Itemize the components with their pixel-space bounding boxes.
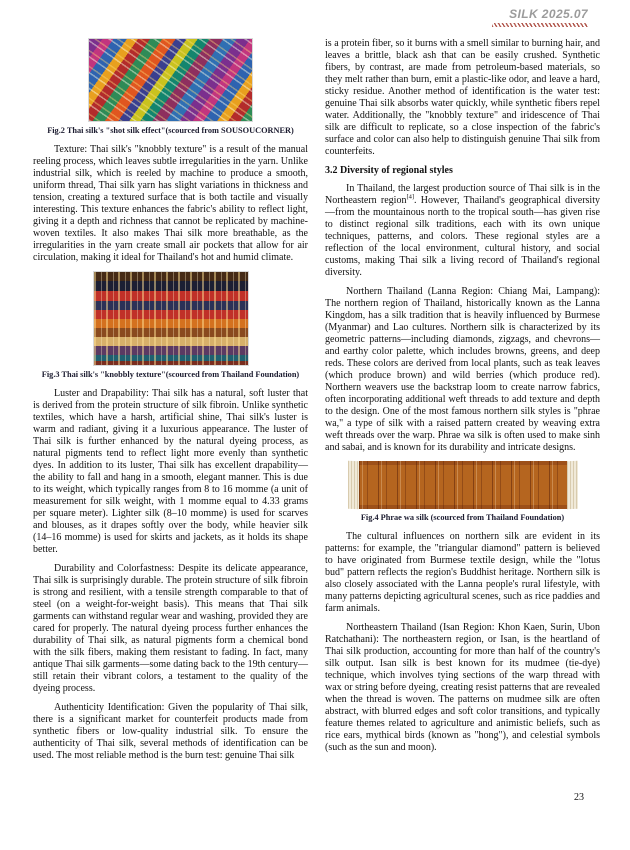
two-column-layout — [33, 38, 600, 769]
paragraph-texture: Texture: Thai silk's "knobbly texture" is a result of the manual reeling process, which leaves subtle irregularities in the yarn. Unlike industrial silk, which is reeled by machine to produce a smooth, uniform thread, Thai silk yarn has slight variations in thickness and tension, creating a textured surface that is both tactile and visually interesting. This texture enhances the fabric's ability to reflect light, giving it a depth and richness that cannot be replicated by machine-woven textiles. It also makes Thai silk more breathable, as the irregularities in the yarn create small air pockets that allow for air circulation, making it ideal for Thailand's hot and humid climate. — [33, 144, 308, 263]
figure-3 — [33, 271, 308, 380]
fig4-fringe-right — [567, 461, 578, 510]
citation-ref-4: [4] — [406, 193, 415, 201]
fig4-silk-body — [359, 461, 567, 509]
journal-title: SILK 2025.07 — [509, 7, 588, 21]
paragraph-cultural-influences: The cultural influences on northern silk are evident in its patterns: for example, the "triangular diamond" pattern is believed to have originated from Burmese textile design, while the "lotus bud" pattern reflects the region's Buddhist heritage. Northern silk is also closely associated with the Lanna people's rural lifestyle, with many patterns depicting agricultural scenes, such as rice paddies and farm animals. — [325, 531, 600, 614]
fig4-phrae-wa-silk-photo — [348, 461, 578, 509]
paragraph-authenticity: Authenticity Identification: Given the popularity of Thai silk, there is a significant market for counterfeit products made from synthetic fibers or low-quality industrial silk. To ensure the authenticity of Thai silk, several methods of identification can be used. The most reliable method is the burn test: genuine Thai silk — [33, 702, 308, 761]
paragraph-northeastern-thailand: Northeastern Thailand (Isan Region: Khon Kaen, Surin, Ubon Ratchathani): The northeastern region, or Isan, is the heartland of Thai silk production, accounting for more than half of the country's silk output. Isan silk is best known for its mudmee (tie-dye) technique, which involves tying sections of the warp thread with wax or string before dyeing, creating resist patterns that are revealed when the thread is woven. The patterns on mudmee silk are often abstract, with blurred edges and soft color transitions, and typically feature themes related to agriculture and animistic beliefs, such as rice ears, mythical birds (known as "hong"), and celestial symbols (such as the sun and moon). — [325, 622, 600, 753]
fig3-caption: Fig.3 Thai silk's "knobbly texture"(scourced from Thailand Foundation) — [41, 370, 300, 379]
paragraph-durability: Durability and Colorfastness: Despite its delicate appearance, Thai silk is surprisingly durable. The protein structure of silk fibroin is strong and resilient, with a tensile strength comparable to that of steel (on a weight-for-weight basis). This means that Thai silk garments can withstand regular wear and washing, provided they are cared for properly. The natural dyeing process further enhances the durability of Thai silk, as natural pigments form a chemical bond with the silk fibers, making them resistant to fading. In fact, many antique Thai silk garments—some dating back to the 19th century—still retain their vibrant colors, a testament to the quality of the dyeing process. — [33, 563, 308, 694]
journal-header — [492, 7, 588, 27]
section-heading-3-2: 3.2 Diversity of regional styles — [325, 165, 453, 176]
right-column — [325, 38, 600, 769]
hatch-rule-decoration — [492, 23, 588, 27]
fig2-silk-rolls-photo — [88, 38, 253, 122]
fig2-caption: Fig.2 Thai silk's "shot silk effect"(scourced from SOUSOUCORNER) — [47, 126, 294, 135]
paragraph-regional-intro — [325, 183, 600, 279]
paragraph-burn-test: is a protein fiber, so it burns with a smell similar to burning hair, and leaves a brittle, black ash that can be easily crushed. Synthetic fibers, by contrast, are made from petroleum-based materials, so they melt rather than burn, emit a plastic-like odor, and leave a hard, sticky residue. Another method of identification is the water test: genuine Thai silk absorbs water quickly, while synthetic fibers repel water. Additionally, the "knobbly texture" and iridescence of Thai silk are difficult to replicate, so a close inspection of the fabric's surface and color can also help to distinguish genuine Thai silk from counterfeits. — [325, 38, 600, 157]
fig4-caption: Fig.4 Phrae wa silk (scourced from Thailand Foundation) — [360, 513, 565, 522]
regional-intro-text: In Thailand, the largest production source of Thai silk is in the Northeastern region — [325, 183, 600, 206]
figure-2 — [33, 38, 308, 136]
page-number: 23 — [574, 792, 584, 803]
fig4-fringe-left — [348, 461, 359, 510]
regional-intro-text-cont: . However, Thailand's geographical diversity—from the mountainous north to the tropical south—has given rise to distinct regional silk traditions, each with its own unique techniques, patterns, and colors. These regional styles are a reflection of the local environment, cultural history, and social customs, making Thai silk a living record of Thailand's regional diversity. — [325, 195, 600, 278]
paragraph-luster: Luster and Drapability: Thai silk has a natural, soft luster that is derived from the protein structure of silk fibroin. Unlike synthetic textiles, which have a harsh, artificial shine, Thai silk's luster is warm and radiant, giving it a luxurious appearance. The luster of Thai silk is further enhanced by the natural dyeing process, as natural pigments tend to reflect light more evenly than synthetic dyes. In addition to its luster, Thai silk has excellent drapability—the ability to fall and hang in a smooth, elegant manner. This is due to its weight, which typically ranges from 8 to 16 momme (a unit of measurement for silk weight, with 1 momme equal to 4.33 grams per square meter). Lighter silk (8–10 momme) is used for scarves and blouses, as it drapes softly over the body, while heavier silk (14–16 momme) is used for skirts and jackets, as it holds its shape better. — [33, 388, 308, 555]
figure-4 — [325, 461, 600, 523]
fig3-stacked-fabrics-photo — [93, 271, 249, 366]
left-column — [33, 38, 308, 769]
paragraph-northern-thailand: Northern Thailand (Lanna Region: Chiang Mai, Lampang): The northern region of Thailand, historically known as the Lanna Kingdom, has a silk tradition that is heavily influenced by Burmese (Myanmar) and Lao cultures. Northern silk is characterized by its geometric patterns—including diamonds, zigzags, and chevrons—and earthy color palette, which includes browns, greens, and deep reds. These colors are derived from local plants, such as teak leaves (which produce brown) and wild berries (which produce red). Northern weavers use the backstrap loom to create narrow fabrics, often incorporating additional weft threads to add texture and depth to the design. One of the most famous northern silk styles is "phrae wa," a type of silk with a raised pattern created by weaving extra weft threads over the warp. Phrae wa silk is often used to make sinh and sabai, and is known for its durability and intricate designs. — [325, 286, 600, 453]
